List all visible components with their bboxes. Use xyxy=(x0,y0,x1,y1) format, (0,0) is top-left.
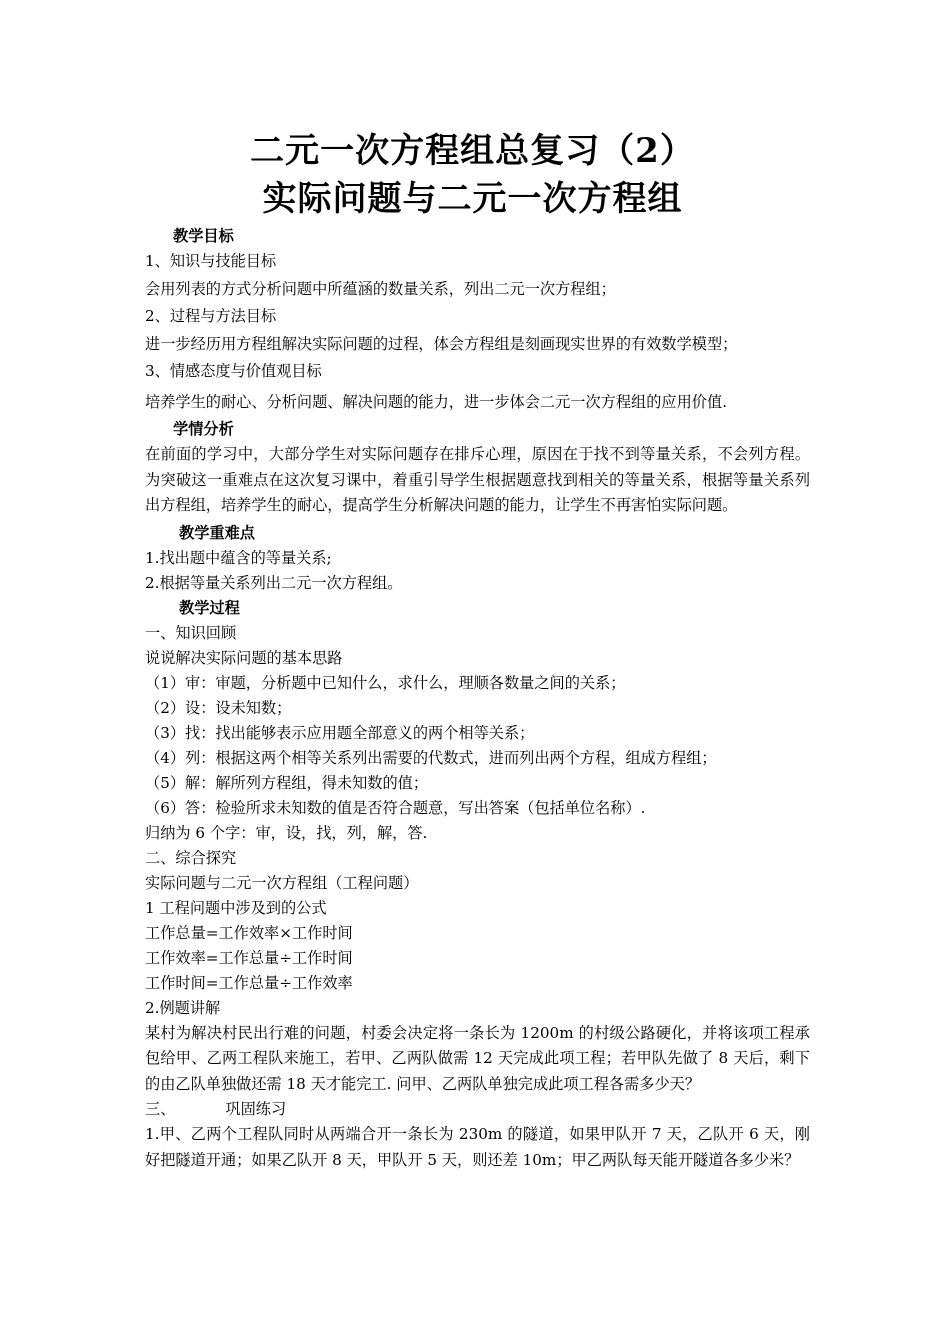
step-1: （1）审：审题，分析题中已知什么，求什么，理顺各数量之间的关系； xyxy=(145,673,626,692)
step-6: （6）答：检验所求未知数的值是否符合题意，写出答案（包括单位名称）. xyxy=(145,798,646,817)
analysis-heading: 学情分析 xyxy=(173,420,234,438)
part3-line xyxy=(145,1097,810,1122)
objective-2-text: 进一步经历用方程组解决实际问题的过程，体会方程组是刻画现实世界的有效数学模型； xyxy=(145,335,738,353)
part2-subtitle: 实际问题与二元一次方程组（工程问题） xyxy=(145,873,419,892)
formula-3: 工作时间=工作总量÷工作效率 xyxy=(145,973,353,992)
key-point-1: 1.找出题中蕴含的等量关系; xyxy=(145,548,332,567)
step-4: （4）列：根据这两个相等关系列出需要的代数式，进而列出两个方程，组成方程组； xyxy=(145,748,717,767)
part2-title: 二、综合探究 xyxy=(145,848,237,867)
document-subtitle: 实际问题与二元一次方程组 xyxy=(262,179,683,219)
summary: 归纳为 6 个字：审，设，找，列，解，答. xyxy=(145,823,428,842)
part3-number: 三、 xyxy=(145,1100,176,1118)
objective-1-text: 会用列表的方式分析问题中所蕴涵的数量关系，列出二元一次方程组； xyxy=(145,280,616,298)
objective-3-text: 培养学生的耐心、分析问题、解决问题的能力，进一步体会二元一次方程组的应用价值. xyxy=(145,393,727,411)
analysis-text: 在前面的学习中，大部分学生对实际问题存在排斥心理，原因在于找不到等量关系，不会列方程。为突破这一重难点在这次复习课中，着重引导学生根据题意找到相关的等量关系，根据等量关系列出方程组，培养学生的耐心，提高学生分析解决问题的能力，让学生不再害怕实际问题。 xyxy=(145,445,810,514)
exercise-1: 1.甲、乙两个工程队同时从两端合开一条长为 230m 的隧道，如果甲队开 7 天，乙队开 6 天，刚好把隧道开通；如果乙队开 8 天，甲队开 5 天，则还差 10m；甲乙两队每天能开隧道各多少米？ xyxy=(145,1125,810,1169)
key-points-heading: 教学重难点 xyxy=(179,523,255,542)
part1-title: 一、知识回顾 xyxy=(145,623,237,642)
objective-2-label: 2、过程与方法目标 xyxy=(145,307,277,325)
example-heading: 2.例题讲解 xyxy=(145,998,221,1017)
objective-1-label: 1、知识与技能目标 xyxy=(145,252,277,270)
document-page xyxy=(145,128,810,1173)
formula-2: 工作效率=工作总量÷工作时间 xyxy=(145,948,353,967)
objective-3-label: 3、情感态度与价值观目标 xyxy=(145,362,322,380)
step-5: （5）解：解所列方程组，得未知数的值； xyxy=(145,773,429,792)
objectives-heading: 教学目标 xyxy=(173,227,234,245)
step-2: （2）设：设未知数； xyxy=(145,698,292,717)
example-text: 某村为解决村民出行难的问题，村委会决定将一条长为 1200m 的村级公路硬化，并将该项工程承包给甲、乙两工程队来施工，若甲、乙两队做需 12 天完成此项工程；若甲队先做了 8 天后，剩下的由乙队单独做还需 18 天才能完工. 问甲、乙两队单独完成此项工程各需多少天？ xyxy=(145,1023,810,1093)
document-title: 二元一次方程组总复习（2） xyxy=(250,131,695,171)
process-heading: 教学过程 xyxy=(179,598,240,617)
formula-1: 工作总量=工作效率×工作时间 xyxy=(145,923,353,942)
part1-intro: 说说解决实际问题的基本思路 xyxy=(145,648,343,667)
formula-heading: 1 工程问题中涉及到的公式 xyxy=(145,898,327,917)
key-point-2: 2.根据等量关系列出二元一次方程组。 xyxy=(145,573,403,592)
step-3: （3）找：找出能够表示应用题全部意义的两个相等关系； xyxy=(145,723,535,742)
part3-title: 巩固练习 xyxy=(225,1100,287,1118)
